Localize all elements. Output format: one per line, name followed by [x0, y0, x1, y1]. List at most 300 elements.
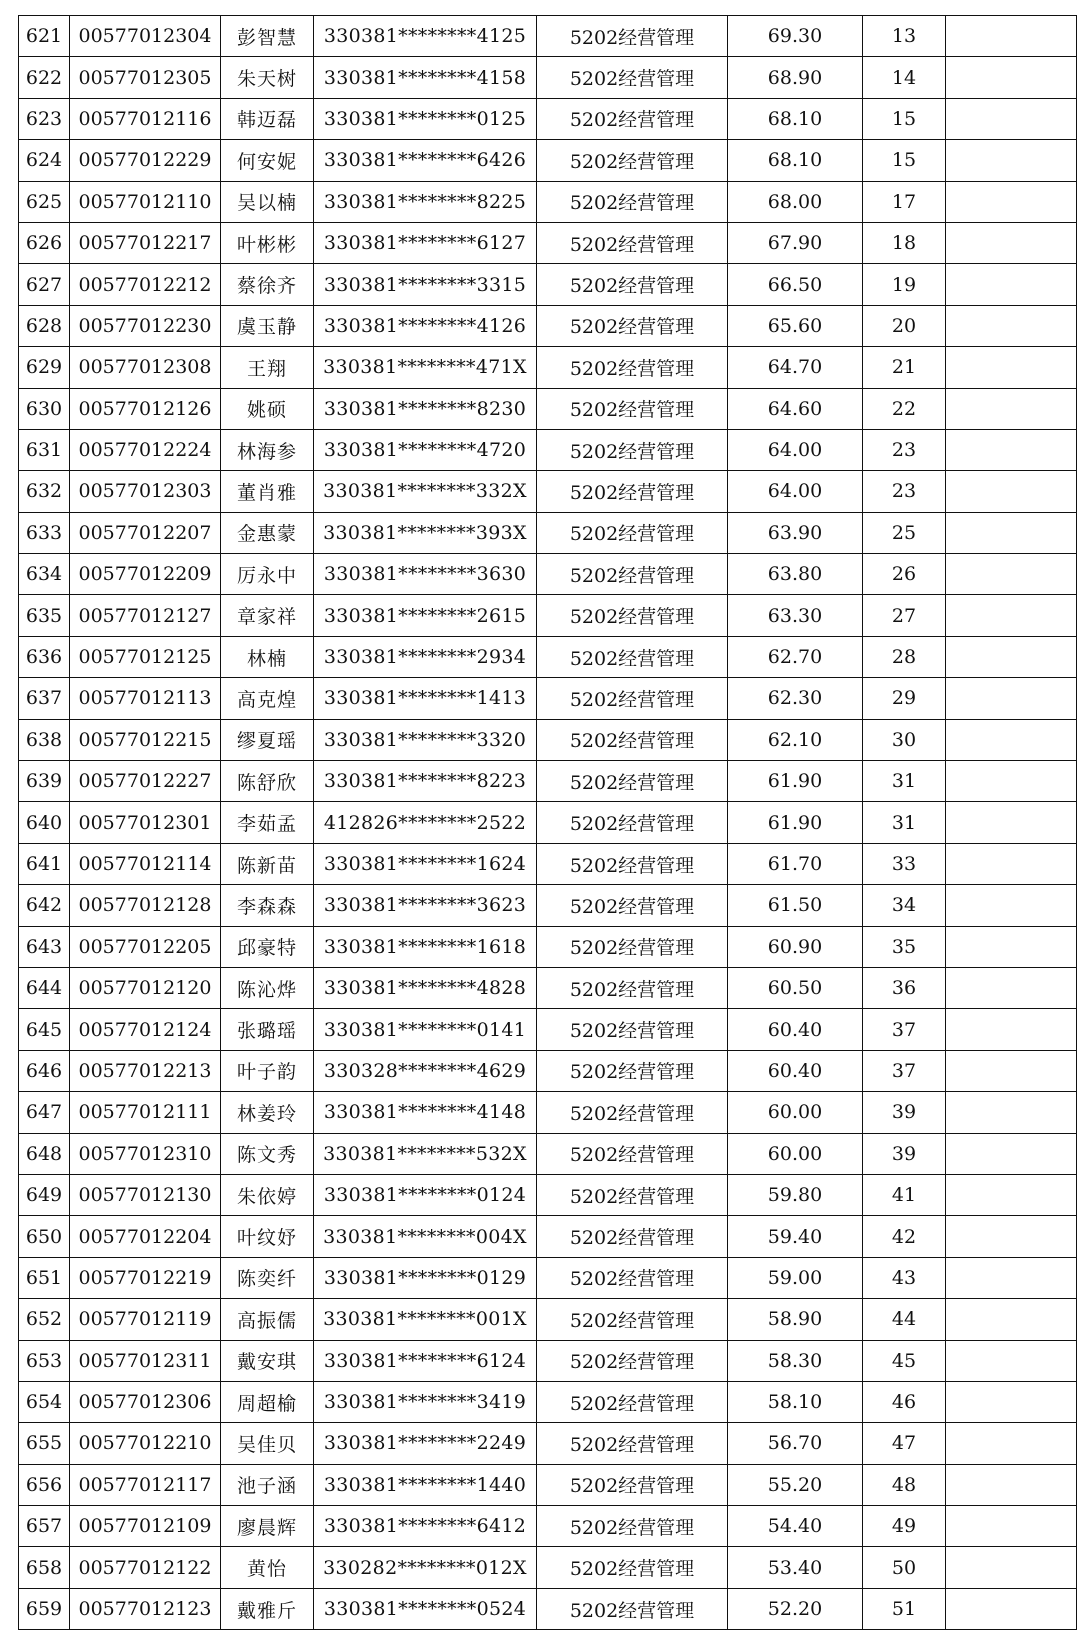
table-row	[19, 1174, 1077, 1215]
table-row	[19, 967, 1077, 1008]
row-ticket-cell: 00577012113	[70, 678, 221, 719]
row-post-cell: 5202经营管理	[537, 1050, 728, 1091]
row-score-cell: 60.00	[728, 1133, 863, 1174]
row-seq-cell: 650	[19, 1216, 70, 1257]
row-post-cell: 5202经营管理	[537, 719, 728, 760]
row-id-card-cell: 330381********001X	[314, 1299, 537, 1340]
table-row	[19, 802, 1077, 843]
row-id-card-cell: 330381********1624	[314, 843, 537, 884]
row-seq-cell: 652	[19, 1299, 70, 1340]
row-note-cell	[946, 1174, 1077, 1215]
table-row	[19, 305, 1077, 346]
row-note-cell	[946, 1547, 1077, 1588]
row-score-cell: 59.00	[728, 1257, 863, 1298]
row-post-cell: 5202经营管理	[537, 1133, 728, 1174]
row-rank-cell: 23	[863, 429, 946, 470]
row-ticket-cell: 00577012111	[70, 1092, 221, 1133]
row-note-cell	[946, 636, 1077, 677]
row-ticket-cell: 00577012205	[70, 926, 221, 967]
row-rank-cell: 39	[863, 1092, 946, 1133]
row-post-cell: 5202经营管理	[537, 1092, 728, 1133]
row-rank-cell: 49	[863, 1506, 946, 1547]
table-row	[19, 595, 1077, 636]
row-rank-cell: 17	[863, 181, 946, 222]
table-row	[19, 926, 1077, 967]
row-rank-cell: 37	[863, 1009, 946, 1050]
row-score-cell: 61.70	[728, 843, 863, 884]
row-id-card-cell: 330381********6412	[314, 1506, 537, 1547]
row-seq-cell: 623	[19, 98, 70, 139]
table-row	[19, 1506, 1077, 1547]
row-seq-cell: 641	[19, 843, 70, 884]
results-table	[18, 15, 1077, 1630]
table-row	[19, 429, 1077, 470]
row-post-cell: 5202经营管理	[537, 967, 728, 1008]
row-rank-cell: 25	[863, 512, 946, 553]
row-seq-cell: 647	[19, 1092, 70, 1133]
row-ticket-cell: 00577012212	[70, 264, 221, 305]
row-id-card-cell: 330328********4629	[314, 1050, 537, 1091]
row-score-cell: 63.80	[728, 554, 863, 595]
row-note-cell	[946, 719, 1077, 760]
row-score-cell: 58.30	[728, 1340, 863, 1381]
row-post-cell: 5202经营管理	[537, 843, 728, 884]
row-note-cell	[946, 98, 1077, 139]
row-name-cell: 李森森	[221, 885, 314, 926]
row-ticket-cell: 00577012127	[70, 595, 221, 636]
table-row	[19, 678, 1077, 719]
row-post-cell: 5202经营管理	[537, 512, 728, 553]
row-ticket-cell: 00577012210	[70, 1423, 221, 1464]
row-seq-cell: 646	[19, 1050, 70, 1091]
row-note-cell	[946, 181, 1077, 222]
row-ticket-cell: 00577012219	[70, 1257, 221, 1298]
row-id-card-cell: 330381********3623	[314, 885, 537, 926]
row-rank-cell: 39	[863, 1133, 946, 1174]
row-seq-cell: 635	[19, 595, 70, 636]
row-score-cell: 60.50	[728, 967, 863, 1008]
row-score-cell: 63.90	[728, 512, 863, 553]
row-id-card-cell: 330381********3315	[314, 264, 537, 305]
row-score-cell: 68.90	[728, 57, 863, 98]
row-name-cell: 池子涵	[221, 1464, 314, 1505]
row-note-cell	[946, 512, 1077, 553]
table-row	[19, 1299, 1077, 1340]
row-score-cell: 61.50	[728, 885, 863, 926]
row-post-cell: 5202经营管理	[537, 1547, 728, 1588]
row-name-cell: 姚硕	[221, 388, 314, 429]
row-rank-cell: 37	[863, 1050, 946, 1091]
row-note-cell	[946, 429, 1077, 470]
table-row	[19, 1050, 1077, 1091]
row-post-cell: 5202经营管理	[537, 181, 728, 222]
table-row	[19, 57, 1077, 98]
row-ticket-cell: 00577012301	[70, 802, 221, 843]
table-row	[19, 761, 1077, 802]
table-row	[19, 140, 1077, 181]
row-id-card-cell: 330381********2615	[314, 595, 537, 636]
table-row	[19, 347, 1077, 388]
row-ticket-cell: 00577012110	[70, 181, 221, 222]
row-note-cell	[946, 264, 1077, 305]
row-post-cell: 5202经营管理	[537, 1588, 728, 1629]
row-post-cell: 5202经营管理	[537, 1464, 728, 1505]
row-post-cell: 5202经营管理	[537, 1174, 728, 1215]
row-score-cell: 58.10	[728, 1381, 863, 1422]
row-ticket-cell: 00577012305	[70, 57, 221, 98]
row-name-cell: 章家祥	[221, 595, 314, 636]
row-note-cell	[946, 1009, 1077, 1050]
row-score-cell: 52.20	[728, 1588, 863, 1629]
row-score-cell: 62.70	[728, 636, 863, 677]
row-post-cell: 5202经营管理	[537, 140, 728, 181]
row-score-cell: 53.40	[728, 1547, 863, 1588]
row-name-cell: 周超榆	[221, 1381, 314, 1422]
row-seq-cell: 630	[19, 388, 70, 429]
row-score-cell: 65.60	[728, 305, 863, 346]
row-score-cell: 64.60	[728, 388, 863, 429]
row-ticket-cell: 00577012124	[70, 1009, 221, 1050]
row-id-card-cell: 330381********3419	[314, 1381, 537, 1422]
row-score-cell: 60.00	[728, 1092, 863, 1133]
row-name-cell: 邱豪特	[221, 926, 314, 967]
row-ticket-cell: 00577012119	[70, 1299, 221, 1340]
row-rank-cell: 26	[863, 554, 946, 595]
row-id-card-cell: 330381********6127	[314, 222, 537, 263]
row-note-cell	[946, 678, 1077, 719]
row-seq-cell: 657	[19, 1506, 70, 1547]
row-name-cell: 金惠蒙	[221, 512, 314, 553]
row-name-cell: 陈新苗	[221, 843, 314, 884]
row-seq-cell: 631	[19, 429, 70, 470]
row-seq-cell: 638	[19, 719, 70, 760]
row-post-cell: 5202经营管理	[537, 347, 728, 388]
row-name-cell: 董肖雅	[221, 471, 314, 512]
row-seq-cell: 622	[19, 57, 70, 98]
row-id-card-cell: 330381********4158	[314, 57, 537, 98]
row-seq-cell: 621	[19, 16, 70, 57]
row-name-cell: 林海参	[221, 429, 314, 470]
row-ticket-cell: 00577012122	[70, 1547, 221, 1588]
row-seq-cell: 632	[19, 471, 70, 512]
row-post-cell: 5202经营管理	[537, 16, 728, 57]
row-note-cell	[946, 140, 1077, 181]
row-score-cell: 62.10	[728, 719, 863, 760]
row-post-cell: 5202经营管理	[537, 678, 728, 719]
row-rank-cell: 51	[863, 1588, 946, 1629]
row-seq-cell: 645	[19, 1009, 70, 1050]
row-ticket-cell: 00577012215	[70, 719, 221, 760]
row-post-cell: 5202经营管理	[537, 554, 728, 595]
row-seq-cell: 629	[19, 347, 70, 388]
row-score-cell: 64.70	[728, 347, 863, 388]
table-row	[19, 1547, 1077, 1588]
table-row	[19, 554, 1077, 595]
row-score-cell: 62.30	[728, 678, 863, 719]
row-ticket-cell: 00577012306	[70, 1381, 221, 1422]
row-seq-cell: 626	[19, 222, 70, 263]
row-ticket-cell: 00577012213	[70, 1050, 221, 1091]
row-ticket-cell: 00577012126	[70, 388, 221, 429]
row-score-cell: 55.20	[728, 1464, 863, 1505]
table-row	[19, 222, 1077, 263]
row-post-cell: 5202经营管理	[537, 1381, 728, 1422]
row-id-card-cell: 330381********4720	[314, 429, 537, 470]
row-note-cell	[946, 595, 1077, 636]
row-name-cell: 戴雅斤	[221, 1588, 314, 1629]
row-name-cell: 戴安琪	[221, 1340, 314, 1381]
row-post-cell: 5202经营管理	[537, 1257, 728, 1298]
row-seq-cell: 624	[19, 140, 70, 181]
row-ticket-cell: 00577012117	[70, 1464, 221, 1505]
row-rank-cell: 15	[863, 98, 946, 139]
row-score-cell: 64.00	[728, 471, 863, 512]
row-note-cell	[946, 1588, 1077, 1629]
row-name-cell: 厉永中	[221, 554, 314, 595]
row-id-card-cell: 330381********4828	[314, 967, 537, 1008]
row-id-card-cell: 330381********0125	[314, 98, 537, 139]
row-post-cell: 5202经营管理	[537, 595, 728, 636]
row-note-cell	[946, 802, 1077, 843]
row-post-cell: 5202经营管理	[537, 471, 728, 512]
row-name-cell: 林姜玲	[221, 1092, 314, 1133]
row-ticket-cell: 00577012224	[70, 429, 221, 470]
row-id-card-cell: 330381********4126	[314, 305, 537, 346]
row-rank-cell: 50	[863, 1547, 946, 1588]
row-name-cell: 韩迈磊	[221, 98, 314, 139]
row-rank-cell: 31	[863, 802, 946, 843]
row-score-cell: 59.40	[728, 1216, 863, 1257]
table-row	[19, 843, 1077, 884]
row-name-cell: 朱依婷	[221, 1174, 314, 1215]
row-ticket-cell: 00577012116	[70, 98, 221, 139]
row-seq-cell: 656	[19, 1464, 70, 1505]
row-rank-cell: 44	[863, 1299, 946, 1340]
row-score-cell: 63.30	[728, 595, 863, 636]
table-row	[19, 1092, 1077, 1133]
row-seq-cell: 637	[19, 678, 70, 719]
row-ticket-cell: 00577012227	[70, 761, 221, 802]
row-post-cell: 5202经营管理	[537, 1506, 728, 1547]
row-ticket-cell: 00577012204	[70, 1216, 221, 1257]
row-post-cell: 5202经营管理	[537, 388, 728, 429]
row-post-cell: 5202经营管理	[537, 926, 728, 967]
row-id-card-cell: 330381********004X	[314, 1216, 537, 1257]
row-seq-cell: 644	[19, 967, 70, 1008]
row-id-card-cell: 330381********0524	[314, 1588, 537, 1629]
row-post-cell: 5202经营管理	[537, 305, 728, 346]
row-rank-cell: 20	[863, 305, 946, 346]
row-rank-cell: 45	[863, 1340, 946, 1381]
row-seq-cell: 633	[19, 512, 70, 553]
row-rank-cell: 35	[863, 926, 946, 967]
row-ticket-cell: 00577012311	[70, 1340, 221, 1381]
row-ticket-cell: 00577012125	[70, 636, 221, 677]
row-id-card-cell: 330381********1440	[314, 1464, 537, 1505]
row-note-cell	[946, 1299, 1077, 1340]
row-name-cell: 廖晨辉	[221, 1506, 314, 1547]
row-id-card-cell: 330381********0129	[314, 1257, 537, 1298]
row-note-cell	[946, 1506, 1077, 1547]
table-row	[19, 471, 1077, 512]
row-rank-cell: 27	[863, 595, 946, 636]
row-score-cell: 60.90	[728, 926, 863, 967]
row-rank-cell: 42	[863, 1216, 946, 1257]
row-note-cell	[946, 554, 1077, 595]
row-name-cell: 叶子韵	[221, 1050, 314, 1091]
row-seq-cell: 648	[19, 1133, 70, 1174]
row-name-cell: 彭智慧	[221, 16, 314, 57]
table-row	[19, 98, 1077, 139]
row-ticket-cell: 00577012310	[70, 1133, 221, 1174]
row-score-cell: 67.90	[728, 222, 863, 263]
row-seq-cell: 640	[19, 802, 70, 843]
row-seq-cell: 642	[19, 885, 70, 926]
row-rank-cell: 13	[863, 16, 946, 57]
row-ticket-cell: 00577012209	[70, 554, 221, 595]
row-ticket-cell: 00577012123	[70, 1588, 221, 1629]
row-score-cell: 61.90	[728, 802, 863, 843]
row-note-cell	[946, 1050, 1077, 1091]
row-note-cell	[946, 347, 1077, 388]
row-name-cell: 叶彬彬	[221, 222, 314, 263]
row-score-cell: 66.50	[728, 264, 863, 305]
table-row	[19, 1133, 1077, 1174]
row-seq-cell: 639	[19, 761, 70, 802]
row-post-cell: 5202经营管理	[537, 1340, 728, 1381]
row-note-cell	[946, 1092, 1077, 1133]
row-note-cell	[946, 843, 1077, 884]
row-name-cell: 虞玉静	[221, 305, 314, 346]
row-rank-cell: 28	[863, 636, 946, 677]
row-name-cell: 蔡徐齐	[221, 264, 314, 305]
row-rank-cell: 33	[863, 843, 946, 884]
row-name-cell: 陈文秀	[221, 1133, 314, 1174]
row-name-cell: 朱天树	[221, 57, 314, 98]
row-ticket-cell: 00577012303	[70, 471, 221, 512]
row-name-cell: 吴佳贝	[221, 1423, 314, 1464]
row-score-cell: 56.70	[728, 1423, 863, 1464]
row-seq-cell: 627	[19, 264, 70, 305]
row-ticket-cell: 00577012217	[70, 222, 221, 263]
row-seq-cell: 625	[19, 181, 70, 222]
row-score-cell: 68.10	[728, 98, 863, 139]
row-name-cell: 陈沁烨	[221, 967, 314, 1008]
row-id-card-cell: 330381********532X	[314, 1133, 537, 1174]
row-score-cell: 60.40	[728, 1050, 863, 1091]
row-name-cell: 何安妮	[221, 140, 314, 181]
table-row	[19, 1257, 1077, 1298]
row-note-cell	[946, 926, 1077, 967]
row-ticket-cell: 00577012130	[70, 1174, 221, 1215]
table-row	[19, 512, 1077, 553]
row-note-cell	[946, 761, 1077, 802]
row-score-cell: 54.40	[728, 1506, 863, 1547]
row-name-cell: 王翔	[221, 347, 314, 388]
row-id-card-cell: 330381********8225	[314, 181, 537, 222]
row-note-cell	[946, 1464, 1077, 1505]
row-id-card-cell: 330381********471X	[314, 347, 537, 388]
table-row	[19, 719, 1077, 760]
row-post-cell: 5202经营管理	[537, 761, 728, 802]
row-post-cell: 5202经营管理	[537, 1009, 728, 1050]
row-post-cell: 5202经营管理	[537, 802, 728, 843]
row-id-card-cell: 330381********0141	[314, 1009, 537, 1050]
row-id-card-cell: 330381********1618	[314, 926, 537, 967]
row-name-cell: 高振儒	[221, 1299, 314, 1340]
row-rank-cell: 30	[863, 719, 946, 760]
row-name-cell: 陈舒欣	[221, 761, 314, 802]
row-seq-cell: 628	[19, 305, 70, 346]
row-ticket-cell: 00577012304	[70, 16, 221, 57]
row-name-cell: 高克煌	[221, 678, 314, 719]
row-post-cell: 5202经营管理	[537, 264, 728, 305]
row-post-cell: 5202经营管理	[537, 636, 728, 677]
row-rank-cell: 15	[863, 140, 946, 181]
row-seq-cell: 653	[19, 1340, 70, 1381]
row-id-card-cell: 330381********332X	[314, 471, 537, 512]
row-id-card-cell: 330381********2934	[314, 636, 537, 677]
row-seq-cell: 651	[19, 1257, 70, 1298]
row-id-card-cell: 330381********8223	[314, 761, 537, 802]
row-rank-cell: 48	[863, 1464, 946, 1505]
row-id-card-cell: 412826********2522	[314, 802, 537, 843]
row-post-cell: 5202经营管理	[537, 1299, 728, 1340]
row-post-cell: 5202经营管理	[537, 885, 728, 926]
table-row	[19, 1009, 1077, 1050]
row-name-cell: 林楠	[221, 636, 314, 677]
row-note-cell	[946, 1133, 1077, 1174]
row-rank-cell: 36	[863, 967, 946, 1008]
row-ticket-cell: 00577012109	[70, 1506, 221, 1547]
row-rank-cell: 43	[863, 1257, 946, 1298]
row-ticket-cell: 00577012128	[70, 885, 221, 926]
row-score-cell: 60.40	[728, 1009, 863, 1050]
row-rank-cell: 19	[863, 264, 946, 305]
row-name-cell: 李茹孟	[221, 802, 314, 843]
row-score-cell: 69.30	[728, 16, 863, 57]
row-score-cell: 64.00	[728, 429, 863, 470]
row-score-cell: 59.80	[728, 1174, 863, 1215]
row-id-card-cell: 330282********012X	[314, 1547, 537, 1588]
row-id-card-cell: 330381********4148	[314, 1092, 537, 1133]
row-rank-cell: 47	[863, 1423, 946, 1464]
row-rank-cell: 41	[863, 1174, 946, 1215]
table-row	[19, 1464, 1077, 1505]
row-id-card-cell: 330381********0124	[314, 1174, 537, 1215]
row-score-cell: 61.90	[728, 761, 863, 802]
table-row	[19, 885, 1077, 926]
table-row	[19, 1340, 1077, 1381]
row-seq-cell: 659	[19, 1588, 70, 1629]
row-note-cell	[946, 1423, 1077, 1464]
row-rank-cell: 46	[863, 1381, 946, 1422]
table-row	[19, 1423, 1077, 1464]
table-row	[19, 1588, 1077, 1629]
row-id-card-cell: 330381********1413	[314, 678, 537, 719]
row-id-card-cell: 330381********6124	[314, 1340, 537, 1381]
row-note-cell	[946, 1340, 1077, 1381]
row-seq-cell: 654	[19, 1381, 70, 1422]
row-name-cell: 张璐瑶	[221, 1009, 314, 1050]
row-seq-cell: 636	[19, 636, 70, 677]
row-rank-cell: 23	[863, 471, 946, 512]
row-seq-cell: 658	[19, 1547, 70, 1588]
row-id-card-cell: 330381********6426	[314, 140, 537, 181]
row-note-cell	[946, 16, 1077, 57]
table-row	[19, 16, 1077, 57]
row-score-cell: 68.10	[728, 140, 863, 181]
